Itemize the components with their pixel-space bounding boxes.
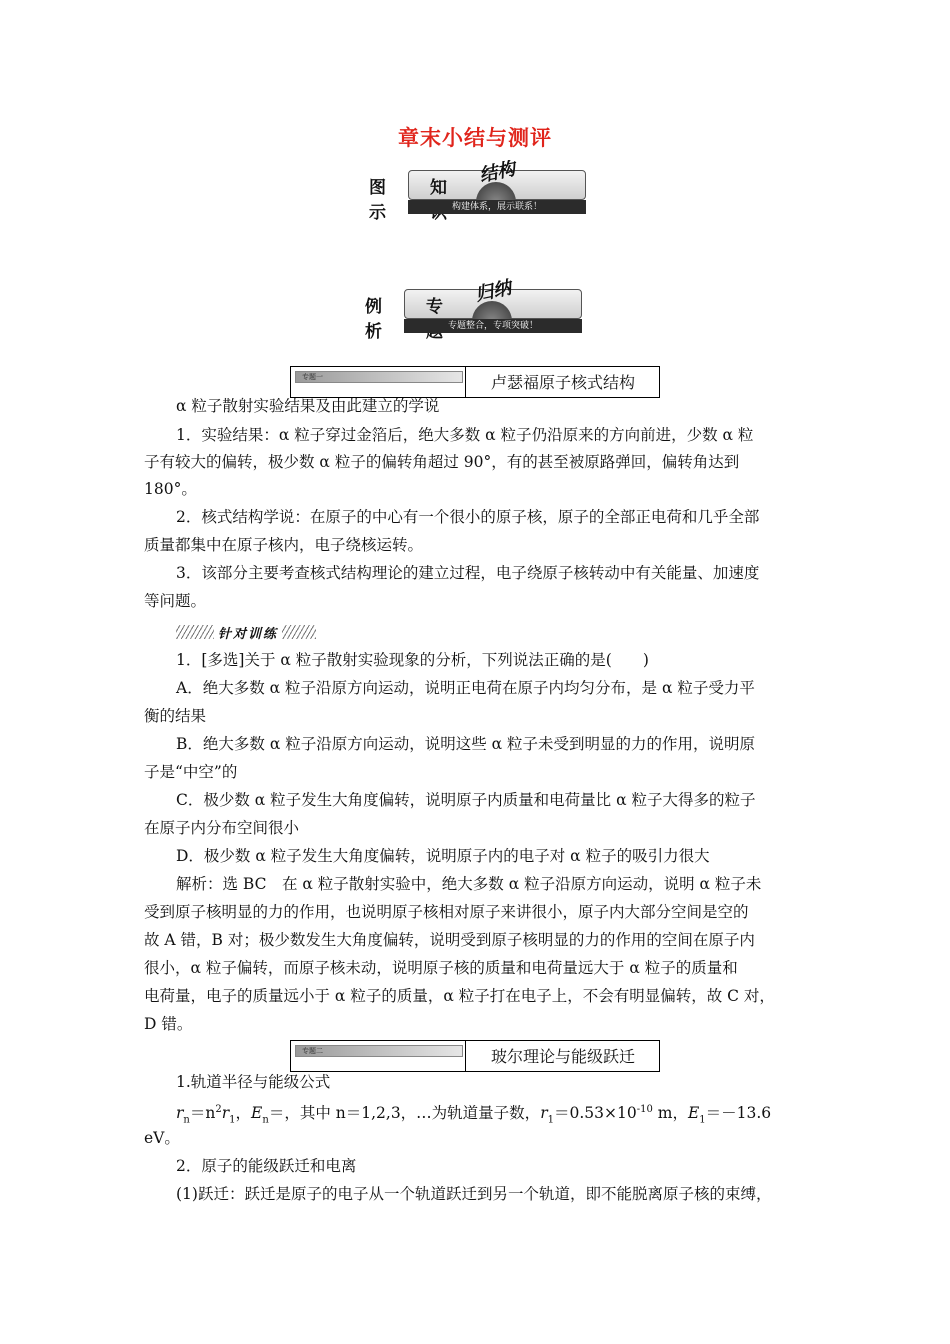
formula-sub: 1 (699, 1114, 706, 1126)
text-line: 1．实验结果：α 粒子穿过金箔后，绝大多数 α 粒子仍沿原来的方向前进，少数 α 粒 (176, 426, 754, 444)
text-line: α 粒子散射实验结果及由此建立的学说 (176, 397, 440, 415)
solution-line: 故 A 错，B 对；极少数发生大角度偏转，说明受到原子核明显的力的作用的空间在原子内 (144, 931, 755, 949)
formula-symbol: r (540, 1104, 548, 1123)
formula-sub: 1 (229, 1114, 236, 1126)
banner-right-word: 图示 (369, 178, 386, 223)
training-label (176, 625, 316, 642)
page-title: 章末小结与测评 (398, 125, 552, 150)
option-b: B．绝大多数 α 粒子沿原方向运动，说明这些 α 粒子未受到明显的力的作用，说明原 (176, 735, 756, 753)
topic-header-2 (290, 1040, 660, 1072)
formula-sub: n (262, 1114, 269, 1126)
banner-strip: 构建体系，展示联系！ (408, 200, 586, 214)
text-line: 2．原子的能级跃迁和电离 (176, 1157, 357, 1175)
solution-line: 很小，α 粒子偏转，而原子核未动，说明原子核的质量和电荷量远大于 α 粒子的质量和 (144, 959, 738, 977)
text-line: 180°。 (144, 480, 197, 498)
text-line: 2．核式结构学说：在原子的中心有一个很小的原子核，原子的全部正电荷和几乎全部 (176, 508, 760, 526)
training-label-text: 针对训练 (214, 623, 282, 642)
formula-text: ＝0.53×10 (553, 1104, 637, 1123)
formula-line: $r_n=n^2r_1$，$E_n=$，其中 n＝1,2,3，…为轨道量子数，$r_1=0.53\times 10^{-10}$ m，$E_1=-13.6$ (176, 1104, 772, 1126)
topic-divider (465, 367, 466, 397)
topic-tag: 专题一 (295, 371, 463, 383)
topic-header-1 (290, 366, 660, 398)
formula-symbol: E (687, 1104, 700, 1123)
option-b-cont: 子是“中空”的 (144, 763, 238, 781)
text-line: 1.轨道半径与能级公式 (176, 1073, 331, 1091)
formula-sup: -10 (636, 1104, 653, 1115)
solution-line: 受到原子核明显的力的作用，也说明原子核相对原子来讲很小，原子内大部分空间是空的 (144, 903, 749, 921)
text-line: eV。 (144, 1129, 180, 1147)
option-a: A．绝大多数 α 粒子沿原方向运动，说明正电荷在原子内均匀分布，是 α 粒子受力平 (176, 679, 755, 697)
formula-text: m， (652, 1104, 688, 1123)
banner-left-word: 专 (426, 297, 443, 317)
option-d: D．极少数 α 粒子发生大角度偏转，说明原子内的电子对 α 粒子的吸引力很大 (176, 847, 710, 865)
topic-tag: 专题二 (295, 1045, 463, 1057)
solution-line: D 错。 (144, 1015, 193, 1033)
formula-sup: 2 (215, 1104, 222, 1115)
option-c-cont: 在原子内分布空间很小 (144, 819, 300, 837)
text-line: 等问题。 (144, 592, 207, 610)
text-line: (1)跃迁：跃迁是原子的电子从一个轨道跃迁到另一个轨道，即不能脱离原子核的束缚， (176, 1185, 772, 1203)
text-line: 质量都集中在原子核内，电子绕核运转。 (144, 536, 424, 554)
formula-text: ＝－13.6 (705, 1104, 772, 1123)
formula-symbol: r (221, 1104, 230, 1123)
text-line: 子有较大的偏转，极少数 α 粒子的偏转角超过 90°，有的甚至被原路弹回，偏转角达到 (144, 453, 740, 471)
banner-strip: 专题整合，专项突破！ (404, 319, 582, 333)
formula-symbol: r (176, 1104, 184, 1123)
question-stem: 1．[多选]关于 α 粒子散射实验现象的分析，下列说法正确的是( ) (176, 651, 649, 669)
formula-text: ＝n (189, 1104, 216, 1123)
topic-divider (465, 1041, 466, 1071)
option-c: C．极少数 α 粒子发生大角度偏转，说明原子内质量和电荷量比 α 粒子大得多的粒子 (176, 791, 756, 809)
formula-sub: 1 (547, 1114, 554, 1126)
solution-line: 电荷量，电子的质量远小于 α 粒子的质量，α 粒子打在电子上，不会有明显偏转，故 C 对， (144, 987, 775, 1005)
topic-name: 卢瑟福原子核式结构 (490, 373, 635, 392)
banner-left-word: 知 (430, 178, 447, 198)
banner-handwritten-word: 结构 (477, 158, 518, 187)
formula-symbol: E (251, 1104, 263, 1123)
formula-sub: n (183, 1114, 190, 1126)
banner-right-word: 例析 (365, 297, 382, 342)
banner-handwritten-word: 归纳 (473, 277, 514, 306)
solution-line: 解析：选 BC 在 α 粒子散射实验中，绝大多数 α 粒子沿原方向运动，说明 α 粒子未 (176, 875, 762, 893)
formula-text: ＝，其中 n＝1,2,3，…为轨道量子数， (268, 1104, 541, 1123)
topic-name: 玻尔理论与能级跃迁 (490, 1047, 635, 1066)
option-a-cont: 衡的结果 (144, 707, 207, 725)
text-line: 3．该部分主要考查核式结构理论的建立过程，电子绕原子核转动中有关能量、加速度 (176, 564, 760, 582)
